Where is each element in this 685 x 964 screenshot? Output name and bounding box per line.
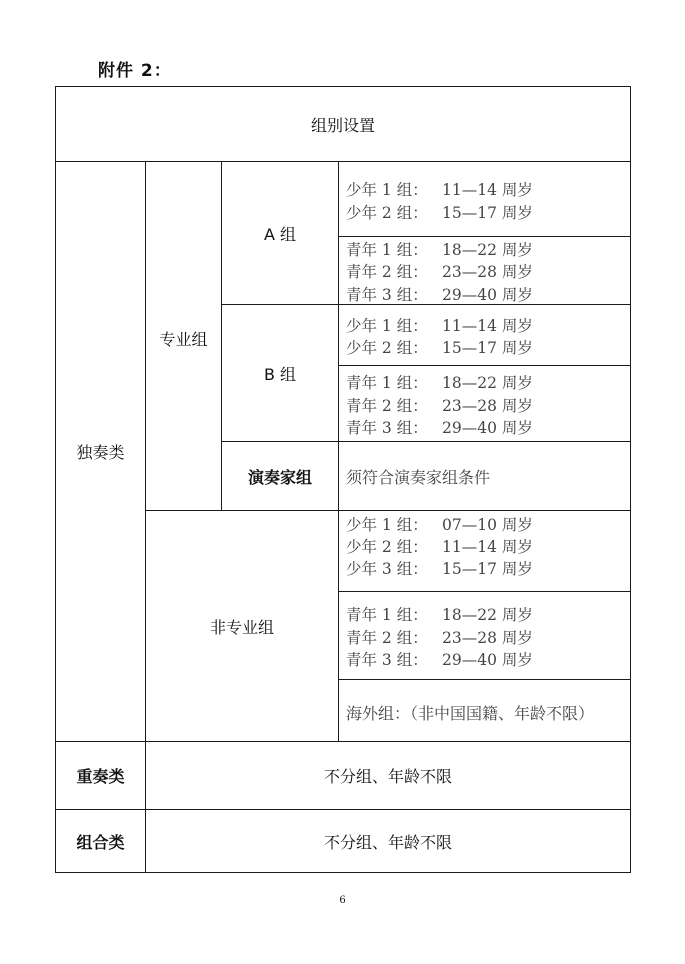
page-number: 6 <box>339 895 346 906</box>
performer-group-label: 演奏家组 <box>247 467 312 487</box>
table-border-right <box>630 86 631 873</box>
solo-category-label: 独奏类 <box>76 443 125 462</box>
table-rule <box>338 591 631 592</box>
table-rule <box>338 365 631 366</box>
table-rule <box>338 679 631 680</box>
table-title: 组别设置 <box>310 115 375 135</box>
table-rule <box>338 236 631 237</box>
combination-category-label: 组合类 <box>76 832 125 852</box>
overseas-group-note: 海外组：（非中国国籍、年龄不限） <box>346 704 595 723</box>
non-professional-group-label: 非专业组 <box>209 617 274 637</box>
professional-group-label: 专业组 <box>159 329 208 349</box>
ensemble-category-label: 重奏类 <box>76 767 125 786</box>
combination-note: 不分组、年龄不限 <box>323 832 452 852</box>
group-a-label: A 组 <box>263 224 297 244</box>
performer-group-note: 须符合演奏家组条件 <box>346 468 491 487</box>
group-b-label: B 组 <box>263 364 297 384</box>
table-border-bottom <box>55 872 631 873</box>
attachment-heading: 附件 2： <box>98 61 172 81</box>
ensemble-note: 不分组、年龄不限 <box>323 767 452 786</box>
table-rule <box>338 161 339 742</box>
